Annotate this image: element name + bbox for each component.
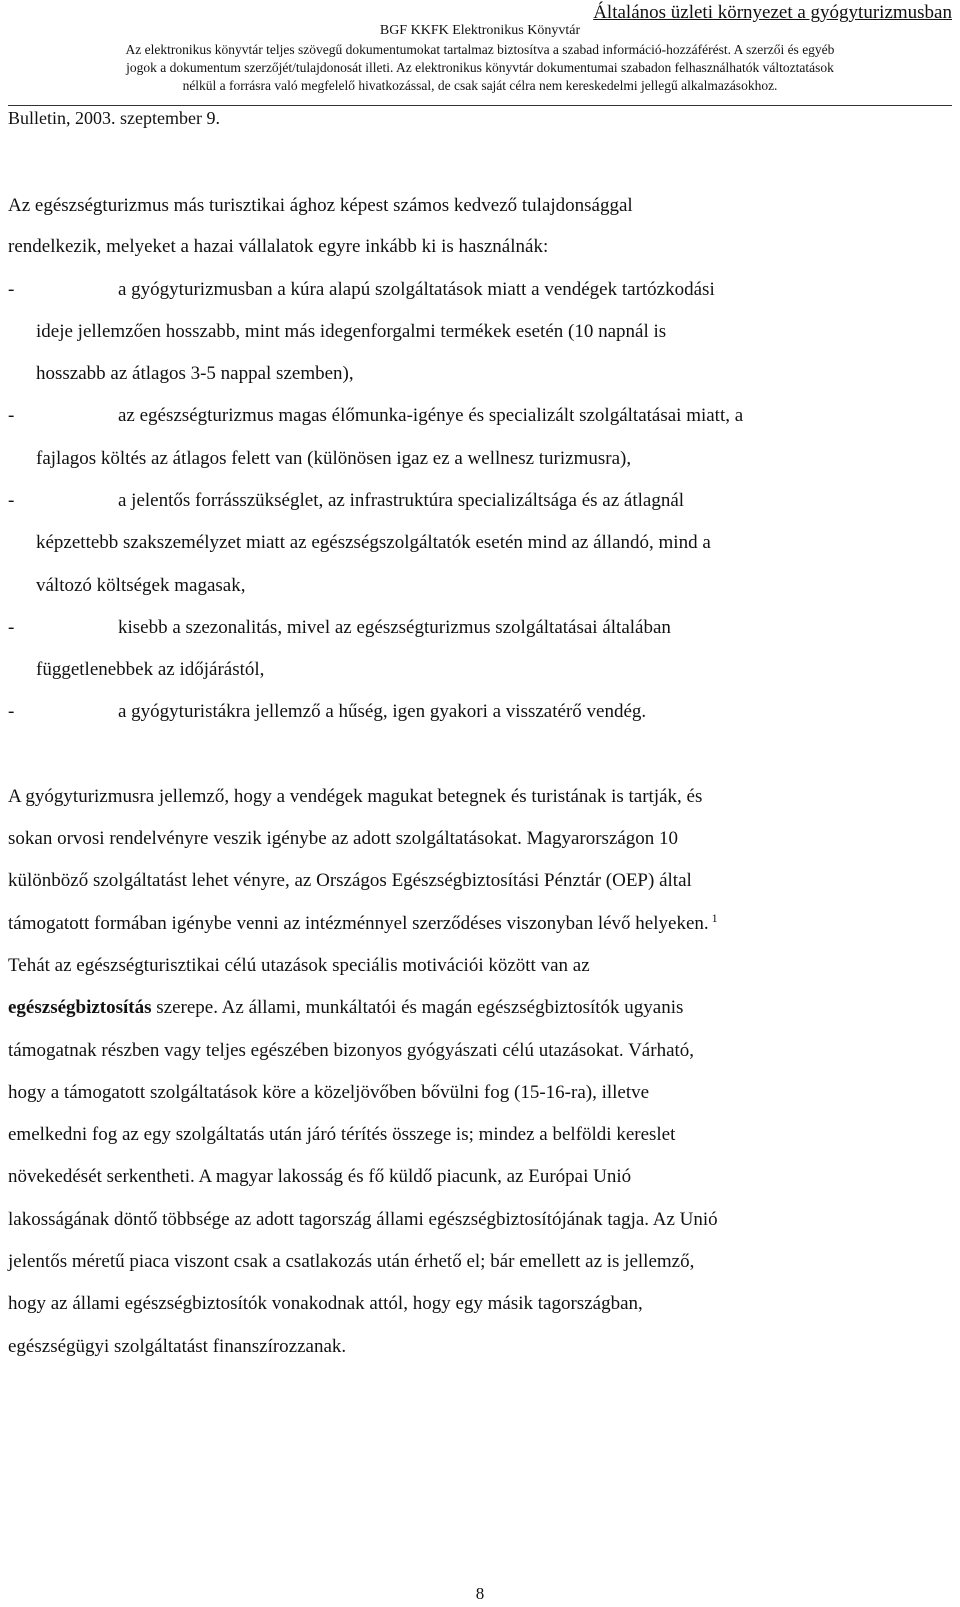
paragraph-line: növekedését serkentheti. A magyar lakosság és fő küldő piacunk, az Európai Unió (8, 1166, 632, 1187)
bullet-text: a gyógyturizmusban a kúra alapú szolgáltatások miatt a vendégek tartózkodási (118, 279, 715, 300)
bullet-text: az egészségturizmus magas élőmunka-igénye és specializált szolgáltatásai miatt, a (118, 405, 744, 426)
bullet-continuation: képzettebb szakszemélyzet miatt az egészségszolgáltatók esetén mind az állandó, mind a (36, 532, 711, 553)
bullet-continuation: változó költségek magasak, (36, 575, 246, 596)
bullet-dash: - (8, 279, 15, 300)
paragraph-line: sokan orvosi rendelvényre veszik igénybe az adott szolgáltatásokat. Magyarországon 10 (8, 828, 679, 849)
bullet-dash: - (8, 490, 15, 511)
bullet-continuation: hosszabb az átlagos 3-5 nappal szemben), (36, 363, 354, 384)
paragraph-line (8, 996, 683, 1020)
bullet-dash: - (8, 405, 15, 426)
paragraph-line: egészségügyi szolgáltatást finanszírozzanak. (8, 1336, 347, 1357)
notice-line: nélkül a forrásra való megfelelő hivatkozással, de csak saját célra nem kereskedelmi jellegű alkalmazásokhoz. (182, 78, 778, 93)
bulletin-date: Bulletin, 2003. szeptember 9. (8, 108, 220, 128)
bullet-continuation: fajlagos költés az átlagos felett van (különösen igaz ez a wellnesz turizmusra), (36, 448, 632, 469)
paragraph-line: lakosságának döntő többsége az adott tagország állami egészségbiztosítójának tagja. Az Unió (8, 1209, 718, 1230)
paragraph-text: szerepe. Az állami, munkáltatói és magán egészségbiztosítók ugyanis (151, 997, 684, 1018)
bullet-continuation: függetlenebbek az időjárástól, (36, 659, 265, 680)
bullet-text: kisebb a szezonalitás, mivel az egészségturizmus szolgáltatásai általában (118, 617, 671, 638)
intro-line: rendelkezik, melyeket a hazai vállalatok egyre inkább ki is használnák: (8, 236, 549, 257)
paragraph-line: hogy az állami egészségbiztosítók vonakodnak attól, hogy egy másik tagországban, (8, 1293, 643, 1314)
paragraph-text: támogatott formában igénybe venni az intézménnyel szerződéses viszonyban lévő helyeken. (8, 913, 709, 934)
paragraph-line: támogatnak részben vagy teljes egészében bizonyos gyógyászati célú utazásokat. Várható, (8, 1040, 695, 1061)
paragraph-line: jelentős méretű piaca viszont csak a csatlakozás után érhető el; bár emellett az is jellemző, (8, 1251, 695, 1272)
paragraph-line: hogy a támogatott szolgáltatások köre a közeljövőben bővülni fog (15-16-ra), illetve (8, 1082, 650, 1103)
library-name: BGF KKFK Elektronikus Könyvtár (379, 23, 581, 38)
bullet-dash: - (8, 701, 15, 722)
bullet-continuation: ideje jellemzően hosszabb, mint más idegenforgalmi termékek esetén (10 napnál is (36, 321, 667, 342)
running-title: Általános üzleti környezet a gyógyturizmusban (593, 2, 952, 23)
emphasis-term: egészségbiztosítás (8, 997, 152, 1018)
bullet-text: a jelentős forrásszükséglet, az infrastruktúra specializáltsága és az átlagnál (118, 490, 685, 511)
notice-line: Az elektronikus könyvtár teljes szövegű dokumentumokat tartalmaz biztosítva a szabad információ-hozzáférést. A szerzői és egyéb (125, 42, 835, 57)
paragraph-line: különböző szolgáltatást lehet vényre, az Országos Egészségbiztosítási Pénztár (OEP) által (8, 870, 692, 891)
bullet-dash: - (8, 617, 15, 638)
notice-line: jogok a dokumentum szerzőjét/tulajdonosát illeti. Az elektronikus könyvtár dokumentumai szabadon felhasználhatók változtatások (126, 60, 834, 75)
paragraph-line: A gyógyturizmusra jellemző, hogy a vendégek magukat betegnek és turistának is tartják, és (8, 786, 703, 807)
intro-line: Az egészségturizmus más turisztikai ághoz képest számos kedvező tulajdonsággal (8, 195, 633, 216)
paragraph-line (8, 912, 718, 936)
paragraph-line: emelkedni fog az egy szolgáltatás után járó térítés összege is; mindez a belföldi kereslet (8, 1124, 676, 1145)
footnote-reference: 1 (711, 911, 718, 925)
bullet-text: a gyógyturistákra jellemző a hűség, igen gyakori a visszatérő vendég. (118, 701, 647, 722)
paragraph-line: Tehát az egészségturisztikai célú utazások speciális motivációi között van az (8, 955, 590, 976)
page-number: 8 (475, 1584, 485, 1603)
